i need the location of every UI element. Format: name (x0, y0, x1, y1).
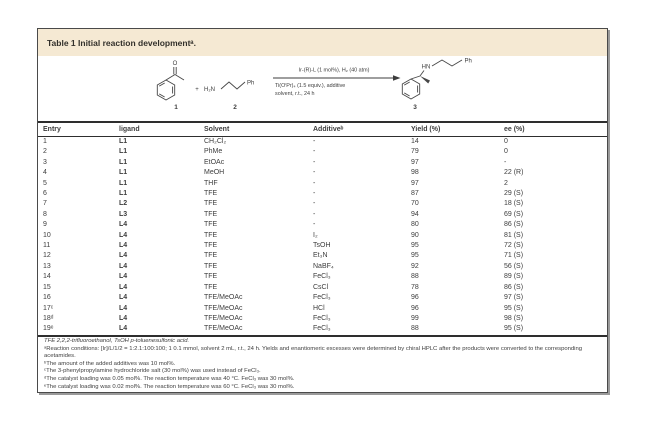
table1-panel (37, 28, 608, 393)
cell-solvent: TFE/MeOAc (204, 304, 243, 312)
cell-ligand: L4 (119, 221, 128, 229)
cell-ligand: L1 (119, 138, 128, 145)
cell-additive: HCl (313, 304, 325, 312)
table-row (38, 272, 607, 282)
cell-yield: 96 (411, 294, 419, 302)
oxygen-atom-label: O (172, 61, 178, 67)
cell-ligand: L4 (119, 304, 128, 312)
table-row (38, 189, 607, 199)
table-row (38, 241, 607, 251)
cell-entry: 3 (43, 158, 47, 166)
cell-additive: - (313, 148, 316, 156)
cell-solvent: TFE (204, 221, 218, 229)
cell-additive: FeCl₃ (313, 294, 331, 302)
header-solvent: Solvent (204, 126, 230, 133)
cell-additive: CsCl (313, 283, 329, 291)
footnote-c: ᶜThe 3-phenylpropylamine hydrochloride salt (30 mol%) was used instead of FeCl₃. (44, 368, 261, 375)
cell-yield: 80 (411, 221, 419, 229)
footnote-abbreviations: TFE 2,2,2-trifluoroethanol, TsOH p-toluenesulfonic acid. (44, 338, 190, 344)
phenyl-label-product: Ph (464, 58, 472, 65)
cell-solvent: TFE (204, 231, 218, 239)
compound-3-number: 3 (413, 104, 417, 111)
table-row (38, 179, 607, 189)
cell-yield: 96 (411, 304, 419, 312)
cell-solvent: TFE (204, 210, 218, 218)
table-row (38, 231, 607, 241)
cell-entry: 10 (43, 231, 51, 239)
cell-solvent: TFE/MeOAc (204, 314, 243, 322)
footnote-b: ᵇThe amount of the added additives was 10 mol%. (44, 360, 176, 367)
header-ligand: ligand (119, 126, 140, 133)
table-row (38, 304, 607, 314)
cell-ligand: L4 (119, 324, 204, 335)
cell-entry: 1 (43, 138, 47, 145)
cell-yield: 79 (411, 148, 419, 156)
cell-ligand: L4 (119, 314, 128, 322)
cell-entry: 14 (43, 273, 51, 281)
cell-solvent: TFE (204, 283, 218, 291)
cell-additive: - (313, 169, 316, 177)
cell-additive: FeCl₃ (313, 273, 331, 281)
cell-entry: 5 (43, 179, 47, 187)
cell-ee: 18 (S) (504, 200, 524, 208)
cell-ee: 56 (S) (504, 262, 524, 270)
reaction-scheme-diagram (38, 56, 607, 121)
header-additive: Additiveᵇ (313, 126, 344, 133)
cell-additive: - (313, 210, 316, 218)
cell-ligand: L1 (119, 169, 128, 177)
plus-sign: + (195, 87, 199, 93)
cell-ee: 22 (R) (504, 169, 524, 177)
phenyl-label-amine: Ph (247, 80, 255, 87)
cell-ligand: L1 (119, 158, 128, 166)
cell-additive: - (313, 221, 316, 229)
table-row (38, 158, 607, 168)
table-row (38, 210, 607, 220)
cell-solvent: TFE (204, 252, 218, 260)
cell-solvent: EtOAc (204, 158, 225, 166)
cell-ee: 0 (504, 148, 508, 156)
cell-additive: TsOH (313, 242, 331, 250)
header-ee: ee (%) (504, 126, 525, 133)
cell-solvent: TFE/MeOAc (204, 294, 243, 302)
cell-entry: 9 (43, 221, 47, 229)
cell-solvent: CH₂Cl₂ (204, 138, 227, 145)
cell-ligand: L1 (119, 190, 128, 198)
cell-entry: 19ᵉ (38, 324, 119, 335)
cell-entry: 11 (43, 242, 51, 250)
footnotes-block (44, 338, 602, 391)
cell-ligand: L4 (119, 294, 128, 302)
cell-yield: 88 (411, 324, 504, 335)
cell-yield: 70 (411, 200, 419, 208)
cell-entry: 17ᶜ (43, 304, 54, 312)
cell-yield: 94 (411, 210, 419, 218)
cell-solvent: TFE (204, 262, 218, 270)
cell-ligand: L4 (119, 273, 128, 281)
cell-yield: 92 (411, 262, 419, 270)
cell-ee: - (504, 158, 507, 166)
compound-1-number: 1 (174, 104, 178, 111)
conditions-line-top: Ir-(R)-L (1 mol%), H₂ (40 atm) (298, 67, 370, 74)
cell-yield: 97 (411, 179, 419, 187)
table-row (38, 137, 607, 148)
table-row (38, 199, 607, 209)
cell-ee: 86 (S) (504, 221, 524, 229)
cell-yield: 99 (411, 314, 419, 322)
footnote-e: ᵉThe catalyst loading was 0.02 mol%. The reaction temperature was 60 °C. FeCl₃ was 30 mol%. (44, 383, 295, 390)
cell-solvent: THF (204, 179, 218, 187)
cell-yield: 90 (411, 231, 419, 239)
cell-additive: Et₃N (313, 252, 328, 260)
cell-ligand: L4 (119, 252, 128, 260)
table-row (38, 220, 607, 230)
cell-ee: 0 (504, 138, 508, 145)
cell-yield: 78 (411, 283, 419, 291)
table-row (38, 147, 607, 157)
table-header-row (38, 122, 607, 137)
cell-ee: 97 (S) (504, 294, 524, 302)
cell-ligand: L3 (119, 210, 128, 218)
cell-yield: 14 (411, 138, 419, 145)
cell-entry: 2 (43, 148, 47, 156)
cell-entry: 15 (43, 283, 51, 291)
header-entry: Entry (43, 126, 61, 133)
cell-ee: 71 (S) (504, 252, 524, 260)
cell-additive: NaBF₄ (313, 262, 334, 270)
header-yield: Yield (%) (411, 126, 441, 133)
cell-ee: 72 (S) (504, 242, 524, 250)
cell-additive: I₂ (313, 231, 318, 239)
cell-entry: 4 (43, 169, 47, 177)
cell-ligand: L4 (119, 262, 128, 270)
cell-additive: - (313, 158, 316, 166)
cell-entry: 8 (43, 210, 47, 218)
cell-additive: FeCl₃ (313, 324, 411, 335)
cell-entry: 6 (43, 190, 47, 198)
table-row (38, 314, 607, 324)
cell-yield: 98 (411, 169, 419, 177)
cell-ee: 69 (S) (504, 210, 524, 218)
cell-yield: 87 (411, 190, 419, 198)
cell-ee: 95 (S) (504, 304, 524, 312)
table-title: Table 1 Initial reaction developmentᵃ. (38, 29, 607, 56)
conditions-line-bottom-1: Ti(OⁱPr)₄ (1.5 equiv.), additive (275, 83, 346, 89)
cell-solvent: PhMe (204, 148, 223, 156)
cell-solvent: TFE (204, 273, 218, 281)
compound-3-structure (402, 59, 472, 112)
cell-entry: 16 (43, 294, 51, 302)
cell-additive: - (313, 190, 316, 198)
cell-ligand: L1 (119, 179, 128, 187)
cell-yield: 95 (411, 242, 419, 250)
cell-ee: 89 (S) (504, 273, 524, 281)
cell-solvent: TFE/MeOAc (204, 324, 313, 335)
cell-ligand: L4 (119, 231, 128, 239)
compound-2-number: 2 (233, 104, 237, 111)
hn-group-label: HN (421, 64, 431, 71)
cell-ee: 2 (504, 179, 508, 187)
table-row (38, 251, 607, 261)
amine-group-label: H₂N (204, 87, 215, 93)
table-row (38, 293, 607, 303)
table-row (38, 168, 607, 178)
cell-solvent: TFE (204, 200, 218, 208)
conditions-line-bottom-2: solvent, r.t., 24 h (275, 91, 315, 97)
cell-yield: 97 (411, 158, 419, 166)
cell-solvent: TFE (204, 190, 218, 198)
reaction-scheme (38, 56, 607, 121)
cell-additive: - (313, 138, 316, 145)
cell-additive: - (313, 200, 316, 208)
table-row (38, 324, 607, 335)
cell-ee: 95 (S) (504, 324, 607, 335)
cell-ligand: L4 (119, 283, 128, 291)
cell-entry: 7 (43, 200, 47, 208)
cell-entry: 12 (43, 252, 51, 260)
cell-solvent: MeOH (204, 169, 225, 177)
arrowhead-icon (393, 75, 401, 81)
cell-entry: 13 (43, 262, 51, 270)
footnote-a: ᵃReaction conditions: [Ir]/L/1/2 = 1:2.1:100:100; 1 0.1 mmol, solvent 2 mL, r.t., 24 h. Yields and enantiomeric excesses were determined by chiral HPLC after the products were converted to the corresponding acetamides. (44, 345, 583, 360)
cell-ee: 86 (S) (504, 283, 524, 291)
cell-additive: - (313, 179, 316, 187)
results-table (38, 121, 607, 337)
table-row (38, 262, 607, 272)
cell-ligand: L4 (119, 242, 128, 250)
compound-2-structure (204, 81, 254, 112)
cell-entry: 18ᵈ (43, 314, 54, 322)
footnote-d: ᵈThe catalyst loading was 0.05 mol%. The reaction temperature was 40 °C. FeCl₃ was 30 mol%. (44, 375, 295, 382)
cell-ee: 81 (S) (504, 231, 524, 239)
cell-additive: FeCl₃ (313, 314, 331, 322)
cell-ee: 29 (S) (504, 190, 524, 198)
cell-ligand: L1 (119, 148, 128, 156)
cell-yield: 88 (411, 273, 419, 281)
stereo-wedge-bond (420, 76, 430, 84)
compound-1-structure (157, 61, 184, 111)
cell-ligand: L2 (119, 200, 128, 208)
cell-yield: 95 (411, 252, 419, 260)
cell-ee: 98 (S) (504, 314, 524, 322)
reaction-arrow (273, 68, 401, 98)
cell-solvent: TFE (204, 242, 218, 250)
table-row (38, 283, 607, 293)
